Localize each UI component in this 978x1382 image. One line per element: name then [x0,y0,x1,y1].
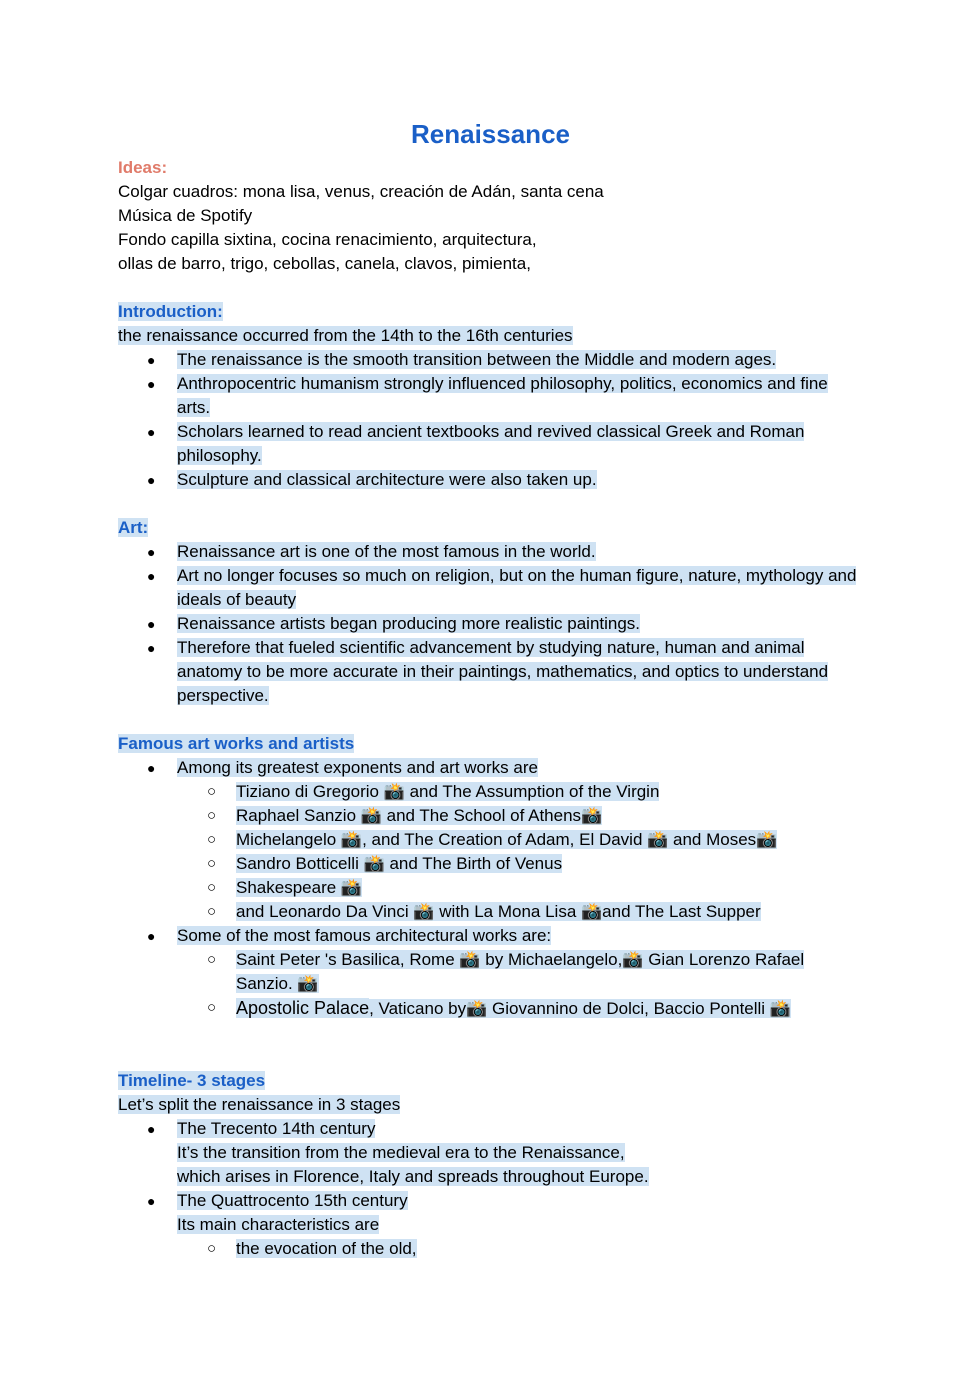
list-item: ● Scholars learned to read ancient textbooks and revived classical Greek and Roman philosophy. [118,420,863,468]
list-item: ● Therefore that fueled scientific advancement by studying nature, human and animal anatomy to be more accurate in their paintings, mathematics, and optics to understand perspective. [118,636,863,708]
sub-list-item: ○ Shakespeare 📸 [118,876,863,900]
list-item-continuation: Its main characteristics are [177,1215,380,1234]
document-title: Renaissance [411,119,570,149]
sub-list-item: ○ Raphael Sanzio 📸 and The School of Athens📸 [118,804,863,828]
ideas-line: Música de Spotify [118,206,253,225]
art-list [118,540,863,708]
ideas-label [118,156,863,180]
sub-list-item: ○ Michelangelo 📸, and The Creation of Adam, El David 📸 and Moses📸 [118,828,863,852]
sub-list-item: ○ Sandro Botticelli 📸 and The Birth of Venus [118,852,863,876]
document-page [118,116,863,1261]
timeline-heading: Timeline- 3 stages [118,1071,266,1090]
list-item: ● Art no longer focuses so much on religion, but on the human figure, nature, mythology and ideals of beauty [118,564,863,612]
list-item: ● The Quattrocento 15th century [118,1189,863,1213]
introduction-lead: the renaissance occurred from the 14th to the 16th centuries [118,326,573,345]
introduction-heading: Introduction: [118,302,223,321]
famous-heading: Famous art works and artists [118,734,355,753]
list-item: ● Renaissance artists began producing more realistic paintings. [118,612,863,636]
ideas-line: ollas de barro, trigo, cebollas, canela, clavos, pimienta, [118,254,531,273]
sub-list-item: ○ Tiziano di Gregorio 📸 and The Assumption of the Virgin [118,780,863,804]
ideas-line: Colgar cuadros: mona lisa, venus, creación de Adán, santa cena [118,182,604,201]
ideas-label-text: Ideas: [118,158,168,177]
sub-list-item: ○ Saint Peter 's Basilica, Rome 📸 by Michaelangelo,📸 Gian Lorenzo Rafael Sanzio. 📸 [118,948,863,996]
sub-list-item: ○ and Leonardo Da Vinci 📸 with La Mona Lisa 📸and The Last Supper [118,900,863,924]
sub-list-item: ○ the evocation of the old, [118,1237,863,1261]
list-item-continuation: which arises in Florence, Italy and spreads throughout Europe. [177,1167,649,1186]
timeline-lead: Let’s split the renaissance in 3 stages [118,1095,401,1114]
list-item: ● Renaissance art is one of the most famous in the world. [118,540,863,564]
palace-rest: , Vaticano by📸 Giovannino de Dolci, Baccio Pontelli 📸 [369,999,791,1018]
list-item-continuation: It’s the transition from the medieval era to the Renaissance, [177,1143,625,1162]
list-item: ● Anthropocentric humanism strongly influenced philosophy, politics, economics and fine arts. [118,372,863,420]
art-heading: Art: [118,518,149,537]
famous-list [118,756,863,1021]
list-item: ● The renaissance is the smooth transition between the Middle and modern ages. [118,348,863,372]
list-item: ● Sculpture and classical architecture were also taken up. [118,468,863,492]
timeline-list [118,1117,863,1261]
palace-name: Apostolic Palace [236,998,370,1018]
list-item: ● The Trecento 14th century [118,1117,863,1141]
introduction-list [118,348,863,492]
sub-list-item [118,996,863,1021]
list-item: ● Some of the most famous architectural works are: [118,924,863,948]
list-item: ● Among its greatest exponents and art works are [118,756,863,780]
ideas-line: Fondo capilla sixtina, cocina renacimiento, arquitectura, [118,230,537,249]
